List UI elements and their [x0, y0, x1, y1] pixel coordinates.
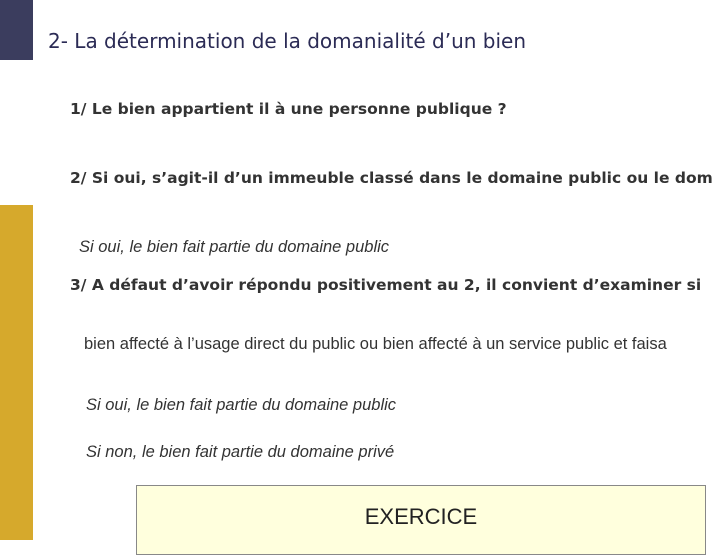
accent-bar-top: [0, 0, 33, 60]
slide-title: 2- La détermination de la domanialité d’un bien: [48, 29, 527, 53]
question-2: 2/ Si oui, s’agit-il d’un immeuble classé dans le domaine public ou le dom: [70, 169, 713, 187]
accent-bar-side: [0, 205, 33, 540]
answer-2: Si oui, le bien fait partie du domaine public: [79, 238, 390, 256]
exercise-box[interactable]: [136, 485, 706, 555]
answer-3-yes: Si oui, le bien fait partie du domaine public: [86, 396, 397, 414]
criteria-text: bien affecté à l’usage direct du public ou bien affecté à un service public et faisa: [84, 335, 667, 353]
answer-3-no: Si non, le bien fait partie du domaine privé: [86, 443, 395, 461]
question-1: 1/ Le bien appartient il à une personne publique ?: [70, 100, 507, 118]
exercise-label: EXERCICE: [364, 504, 478, 529]
question-3: 3/ A défaut d’avoir répondu positivement au 2, il convient d’examiner si: [70, 276, 702, 294]
